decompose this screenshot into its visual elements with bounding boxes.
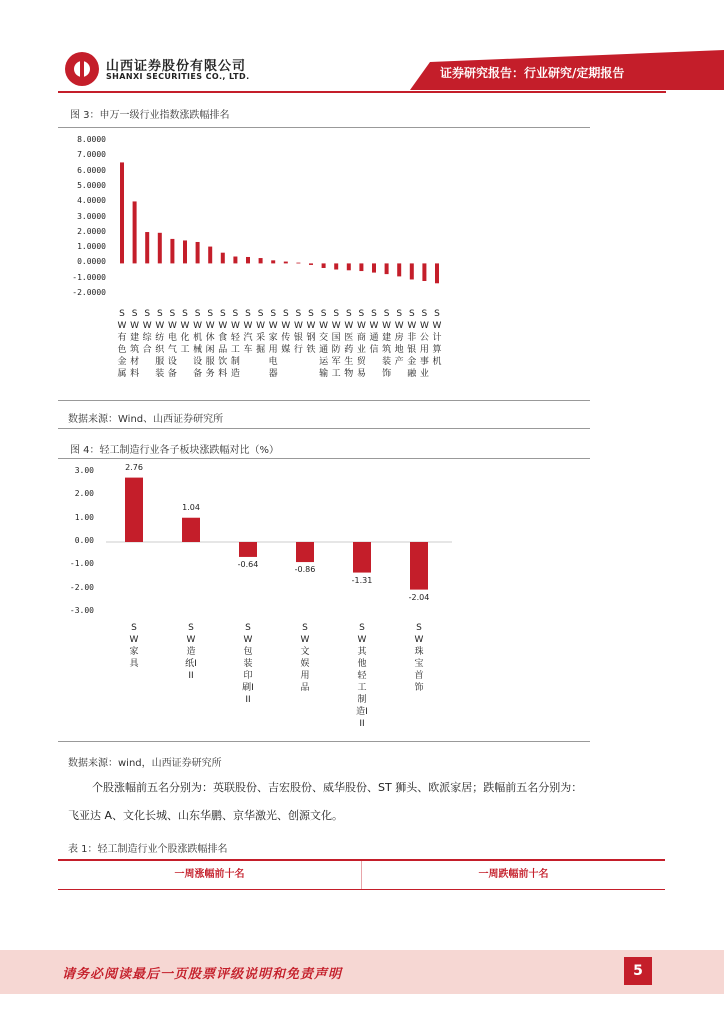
figure3-y-tick: -2.0000 <box>72 288 106 297</box>
figure3-category-label: SW商业贸易 <box>356 309 366 379</box>
figure3-category-label: SW电气设备 <box>167 309 177 379</box>
company-logo <box>65 52 99 86</box>
figure4-category-label: SW造纸III <box>185 623 197 681</box>
figure3-bar <box>221 253 225 264</box>
table1-caption: 表 1：轻工制造行业个股涨跌幅排名 <box>68 844 228 855</box>
figure4-bar <box>353 542 371 573</box>
figure4-category-label: SW珠宝首饰 <box>414 623 424 693</box>
figure3-source: 数据来源：Wind、山西证券研究所 <box>68 414 224 425</box>
page-number: 5 <box>624 957 652 985</box>
figure3-category-label: SW医药生物 <box>344 309 354 379</box>
figure3-bar <box>322 263 326 268</box>
figure3-category-label: SW休闲服务 <box>205 309 215 379</box>
table1-col-losers: 一周跌幅前十名 <box>361 861 665 889</box>
figure3-y-tick: -1.0000 <box>72 272 106 282</box>
figure3-bar <box>284 262 288 264</box>
figure3-category-label: SW钢铁 <box>306 309 316 355</box>
figure3-bar <box>271 260 275 263</box>
figure3-chart <box>116 132 456 302</box>
figure4-data-label: -2.04 <box>408 592 430 602</box>
figure4-y-tick: 2.00 <box>74 489 94 499</box>
figure3-bar <box>410 263 414 279</box>
figure4-category-label: SW包装印刷III <box>242 623 254 705</box>
paragraph-line-2: 飞亚达 A、文化长城、山东华鹏、京华激光、创源文化。 <box>68 809 344 822</box>
figure3-category-label: SW银行 <box>293 309 303 355</box>
figure3-category-label: SW非银金融 <box>407 309 417 379</box>
header-divider <box>58 91 666 93</box>
figure3-category-label: SW汽车 <box>243 309 253 355</box>
figure3-bar <box>359 263 363 271</box>
figure3-bar <box>435 263 439 283</box>
figure3-caption: 图 3：申万一级行业指数涨跌幅排名 <box>70 110 230 121</box>
figure3-bar <box>422 263 426 281</box>
figure3-category-label: SW采掘 <box>256 309 266 355</box>
company-name-en: SHANXI SECURITIES CO., LTD. <box>106 72 250 81</box>
figure3-y-tick: 2.0000 <box>77 226 106 236</box>
figure4-category-label: SW家具 <box>129 623 139 669</box>
figure4-y-tick: 1.00 <box>74 512 94 522</box>
figure4-bar <box>296 542 314 562</box>
figure4-source: 数据来源：wind，山西证券研究所 <box>68 758 222 769</box>
figure4-y-tick: 3.00 <box>74 466 94 475</box>
figure4-data-label: 2.76 <box>125 462 143 472</box>
figure4-data-label: 1.04 <box>182 502 200 512</box>
figure4-top-rule <box>58 428 590 429</box>
figure3-bar <box>347 263 351 270</box>
figure3-bar <box>397 263 401 276</box>
figure3-y-tick: 7.0000 <box>77 150 106 160</box>
figure3-category-label: SW轻工制造 <box>230 309 240 379</box>
figure4-bar <box>182 518 200 542</box>
figure3-category-label: SW传媒 <box>281 309 291 355</box>
figure4-data-label: -1.31 <box>351 575 373 585</box>
figure3-y-tick: 3.0000 <box>77 211 106 221</box>
figure3-bar <box>233 257 237 264</box>
figure3-y-tick: 4.0000 <box>77 196 106 206</box>
table1-col-gainers: 一周涨幅前十名 <box>174 869 245 880</box>
figure3-bar <box>133 201 137 263</box>
figure4-y-tick: -2.00 <box>69 582 94 592</box>
figure3-category-label: SW交通运输 <box>319 309 329 379</box>
paragraph-line-1: 个股涨幅前五名分别为：英联股份、吉宏股份、威华股份、ST 狮头、欧派家居；跌幅前五名分别为： <box>92 781 583 794</box>
figure3-bar <box>385 263 389 274</box>
table1-header <box>58 859 665 890</box>
figure4-bar <box>125 478 143 542</box>
figure3-bar <box>372 263 376 272</box>
figure4-bottom-rule <box>58 741 590 742</box>
figure4-data-label: -0.86 <box>294 565 316 575</box>
figure3-bar <box>208 247 212 264</box>
figure3-bar <box>259 258 263 263</box>
figure3-bar <box>196 242 200 263</box>
figure3-category-label: SW房地产 <box>394 309 404 367</box>
figure3-category-label: SW通信 <box>369 309 379 355</box>
figure3-y-tick: 8.0000 <box>77 135 106 144</box>
figure3-bar <box>246 257 250 263</box>
footer-disclaimer: 请务必阅读最后一页股票评级说明和免责声明 <box>62 967 343 982</box>
figure3-category-label: SW家用电器 <box>268 309 278 379</box>
figure3-bar <box>158 233 162 264</box>
figure3-category-label: SW国防军工 <box>331 309 341 379</box>
figure3-category-label: SW机械设备 <box>193 309 203 379</box>
figure3-category-label: SW公用事业 <box>419 309 429 379</box>
figure3-y-tick: 0.0000 <box>77 257 106 267</box>
figure3-bar <box>296 263 300 264</box>
figure3-category-label: SW综合 <box>142 309 152 355</box>
figure4-caption: 图 4：轻工制造行业各子板块涨跌幅对比（%） <box>70 445 280 456</box>
figure3-category-label: SW建筑装饰 <box>382 309 392 379</box>
figure3-top-rule <box>58 127 590 128</box>
figure3-bar <box>334 263 338 269</box>
figure3-bar <box>309 263 313 265</box>
figure3-category-label: SW纺织服装 <box>155 309 165 379</box>
figure3-bar <box>183 240 187 263</box>
figure4-y-tick: -3.00 <box>69 606 94 615</box>
figure3-category-label: SW化工 <box>180 309 190 355</box>
figure3-category-label: SW计算机 <box>432 309 442 367</box>
figure4-caption-rule <box>58 458 590 459</box>
figure3-bar <box>170 239 174 263</box>
figure4-category-label: SW其他轻工制造III <box>356 623 368 729</box>
figure3-y-tick: 5.0000 <box>77 180 106 190</box>
figure3-category-label: SW建筑材料 <box>130 309 140 379</box>
figure3-y-tick: 6.0000 <box>77 165 106 175</box>
figure3-bar <box>145 232 149 263</box>
company-name-cn: 山西证券股份有限公司 <box>106 59 247 74</box>
figure3-category-label: SW有色金属 <box>117 309 127 379</box>
figure3-category-label: SW食品饮料 <box>218 309 228 379</box>
report-type: 证券研究报告：行业研究/定期报告 <box>440 66 625 80</box>
figure3-bar <box>120 162 124 263</box>
figure3-y-tick: 1.0000 <box>77 242 106 252</box>
figure4-category-label: SW文娱用品 <box>300 623 310 693</box>
figure3-bottom-rule <box>58 400 590 401</box>
figure4-bar <box>239 542 257 557</box>
figure4-data-label: -0.64 <box>237 559 259 569</box>
figure4-y-tick: 0.00 <box>74 536 94 545</box>
figure4-y-tick: -1.00 <box>69 559 94 569</box>
figure4-bar <box>410 542 428 590</box>
